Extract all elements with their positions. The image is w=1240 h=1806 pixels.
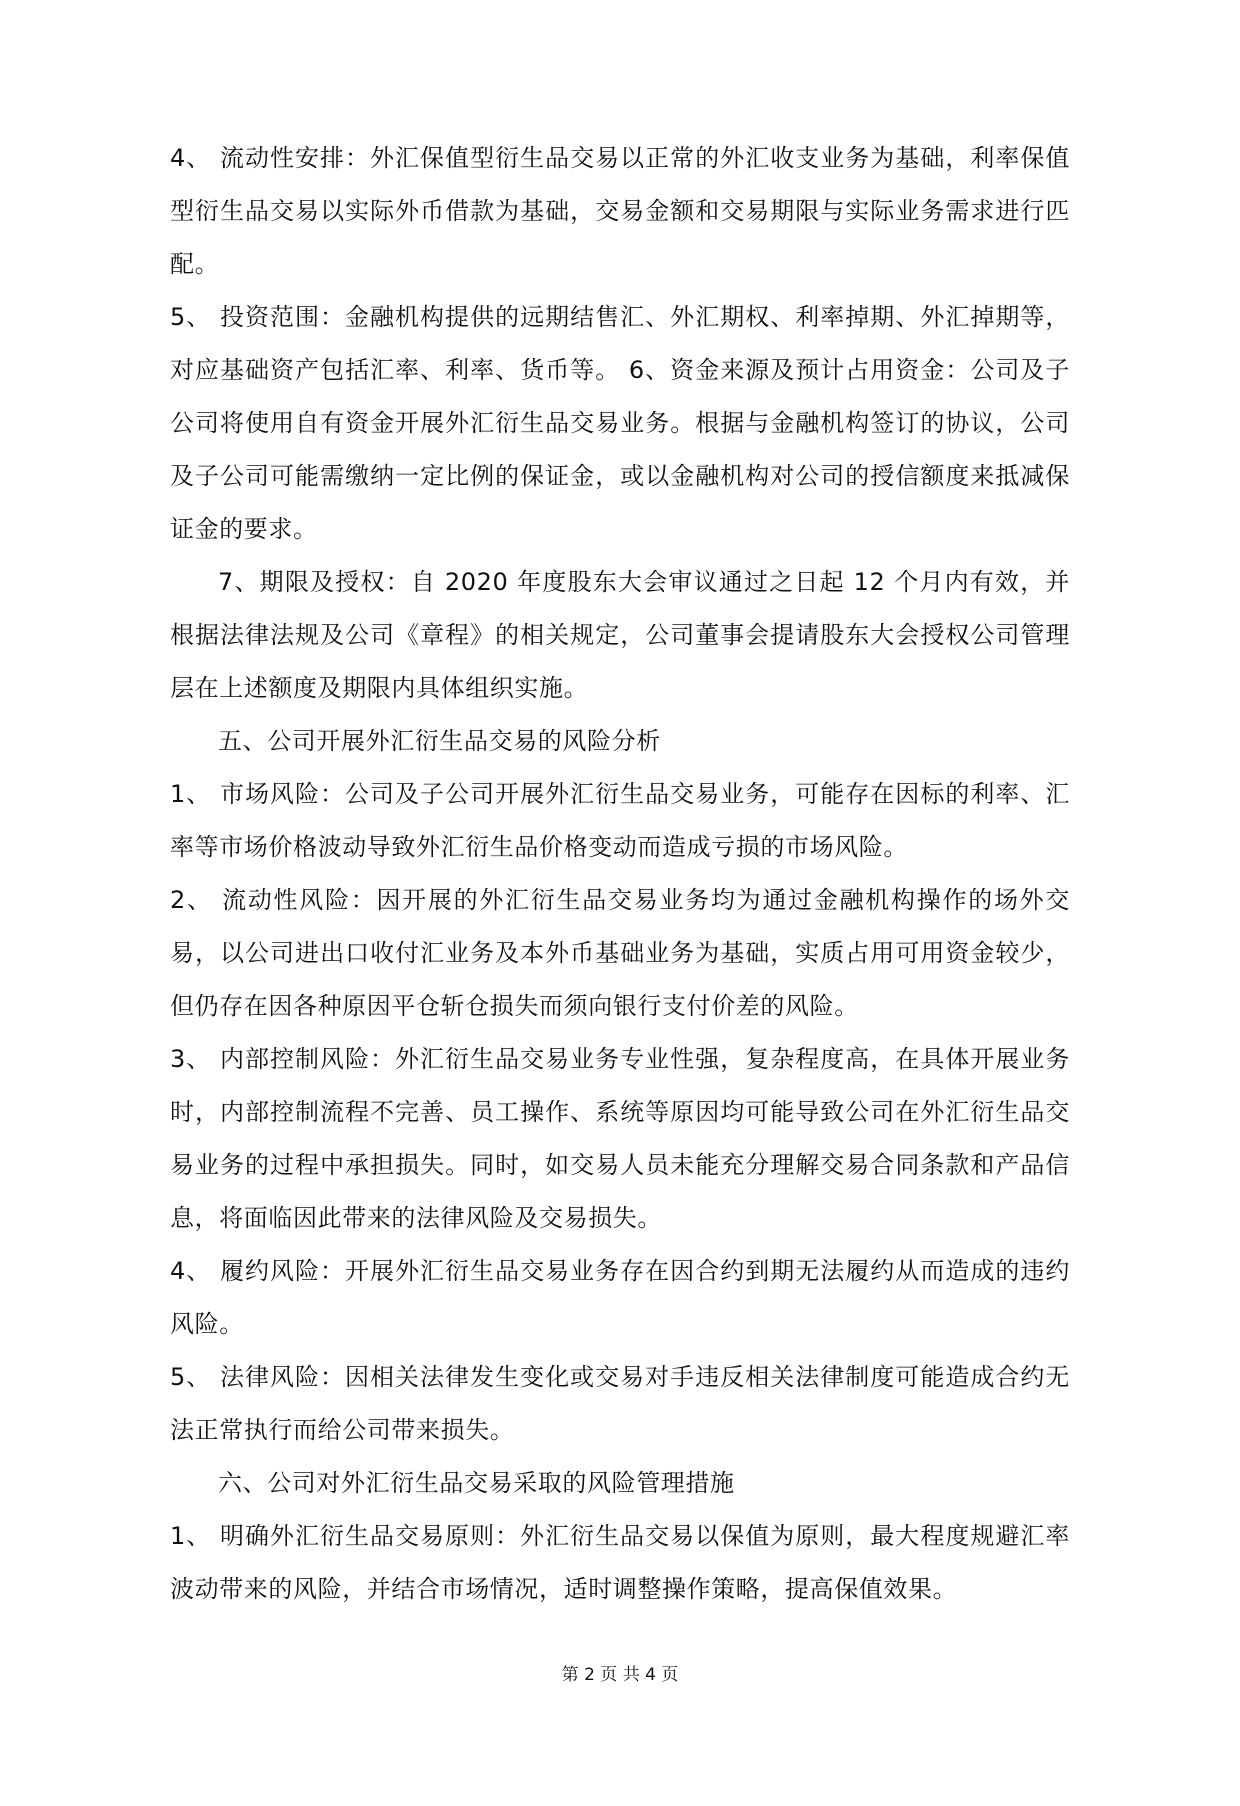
paragraph-liquidity-arrangement: 4、 流动性安排：外汇保值型衍生品交易以正常的外汇收支业务为基础，利率保值型衍生品交易以实际外币借款为基础，交易金额和交易期限与实际业务需求进行匹配。 xyxy=(170,144,1070,278)
document-body xyxy=(170,132,1070,1616)
section-heading-risk-analysis: 五、公司开展外汇衍生品交易的风险分析 xyxy=(218,727,661,755)
paragraph-performance-risk: 4、 履约风险：开展外汇衍生品交易业务存在因合约到期无法履约从而造成的违约风险。 xyxy=(170,1257,1070,1338)
paragraph-investment-scope: 5、 投资范围：金融机构提供的远期结售汇、外汇期权、利率掉期、外汇掉期等，对应基础资产包括汇率、利率、货币等。 6、资金来源及预计占用资金：公司及子公司将使用自有资金开展外汇衍生品交易业务。根据与金融机构签订的协议，公司及子公司可能需缴纳一定比例的保证金，或以金融机构对公司的授信额度来抵减保证金的要求。 xyxy=(170,303,1070,543)
paragraph-trading-principle: 1、 明确外汇衍生品交易原则：外汇衍生品交易以保值为原则，最大程度规避汇率波动带来的风险，并结合市场情况，适时调整操作策略，提高保值效果。 xyxy=(170,1522,1070,1603)
paragraph-legal-risk: 5、 法律风险：因相关法律发生变化或交易对手违反相关法律制度可能造成合约无法正常执行而给公司带来损失。 xyxy=(170,1363,1070,1444)
section-heading-risk-measures: 六、公司对外汇衍生品交易采取的风险管理措施 xyxy=(218,1469,735,1497)
paragraph-term-authorization: 7、期限及授权：自 2020 年度股东大会审议通过之日起 12 个月内有效，并根据法律法规及公司《章程》的相关规定，公司董事会提请股东大会授权公司管理层在上述额度及期限内具体组织实施。 xyxy=(170,568,1070,702)
paragraph-market-risk: 1、 市场风险：公司及子公司开展外汇衍生品交易业务，可能存在因标的利率、汇率等市场价格波动导致外汇衍生品价格变动而造成亏损的市场风险。 xyxy=(170,780,1070,861)
page-footer: 第 2 页 共 4 页 xyxy=(561,1665,679,1685)
paragraph-internal-control-risk: 3、 内部控制风险：外汇衍生品交易业务专业性强，复杂程度高，在具体开展业务时，内部控制流程不完善、员工操作、系统等原因均可能导致公司在外汇衍生品交易业务的过程中承担损失。同时，如交易人员未能充分理解交易合同条款和产品信息，将面临因此带来的法律风险及交易损失。 xyxy=(170,1045,1070,1232)
paragraph-liquidity-risk: 2、 流动性风险：因开展的外汇衍生品交易业务均为通过金融机构操作的场外交易，以公司进出口收付汇业务及本外币基础业务为基础，实质占用可用资金较少，但仍存在因各种原因平仓斩仓损失而须向银行支付价差的风险。 xyxy=(170,886,1070,1020)
